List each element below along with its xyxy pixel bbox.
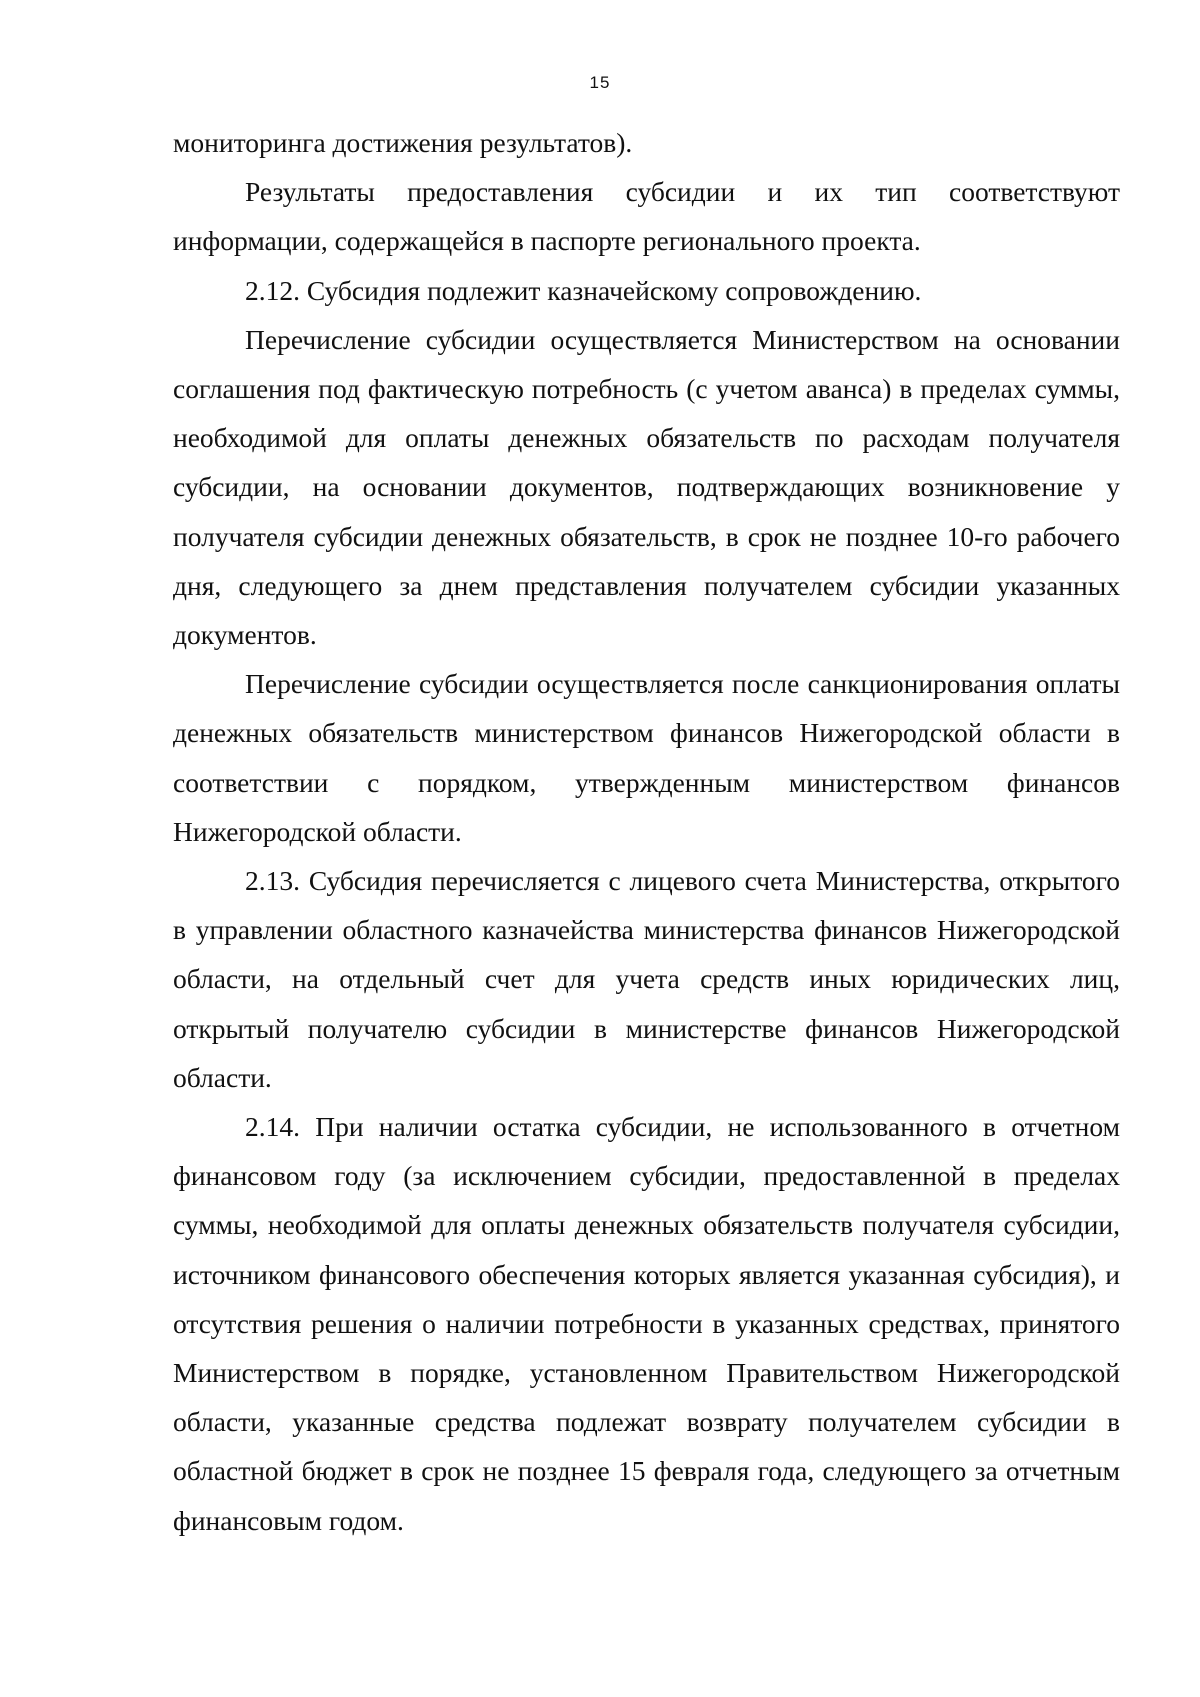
paragraph-results: Результаты предоставления субсидии и их тип соответствуют информации, содержащейся в паспорте регионального проекта. (173, 176, 1120, 257)
document-body (173, 118, 1120, 1545)
paragraph-2-14: 2.14. При наличии остатка субсидии, не использованного в отчетном финансовом году (за исключением субсидии, предоставленной в пределах суммы, необходимой для оплаты денежных обязательств получателя субсидии, источником финансового обеспечения которых является указанная субсидия), и отсутствия решения о наличии потребности в указанных средствах, принятого Министерством в порядке, установленном Правительством Нижегородской области, указанные средства подлежат возврату получателем субсидии в областной бюджет в срок не позднее 15 февраля года, следующего за отчетным финансовым годом. (173, 1111, 1120, 1536)
paragraph-transfer-basis: Перечисление субсидии осуществляется Министерством на основании соглашения под фактическую потребность (с учетом аванса) в пределах суммы, необходимой для оплаты денежных обязательств по расходам получателя субсидии, на основании документов, подтверждающих возникновение у получателя субсидии денежных обязательств, в срок не позднее 10-го рабочего дня, следующего за днем представления получателем субсидии указанных документов. (173, 323, 1120, 651)
paragraph-2-13: 2.13. Субсидия перечисляется с лицевого счета Министерства, открытого в управлении областного казначейства министерства финансов Нижегородской области, на отдельный счет для учета средств иных юридических лиц, открытый получателю субсидии в министерстве финансов Нижегородской области. (173, 865, 1120, 1093)
paragraph-continuation: мониторинга достижения результатов). (173, 127, 633, 158)
paragraph-transfer-sanction: Перечисление субсидии осуществляется после санкционирования оплаты денежных обязательств министерством финансов Нижегородской области в соответствии с порядком, утвержденным министерством финансов Нижегородской области. (173, 668, 1120, 847)
paragraph-2-12: 2.12. Субсидия подлежит казначейскому сопровождению. (245, 274, 922, 306)
page-number: 15 (589, 73, 611, 92)
